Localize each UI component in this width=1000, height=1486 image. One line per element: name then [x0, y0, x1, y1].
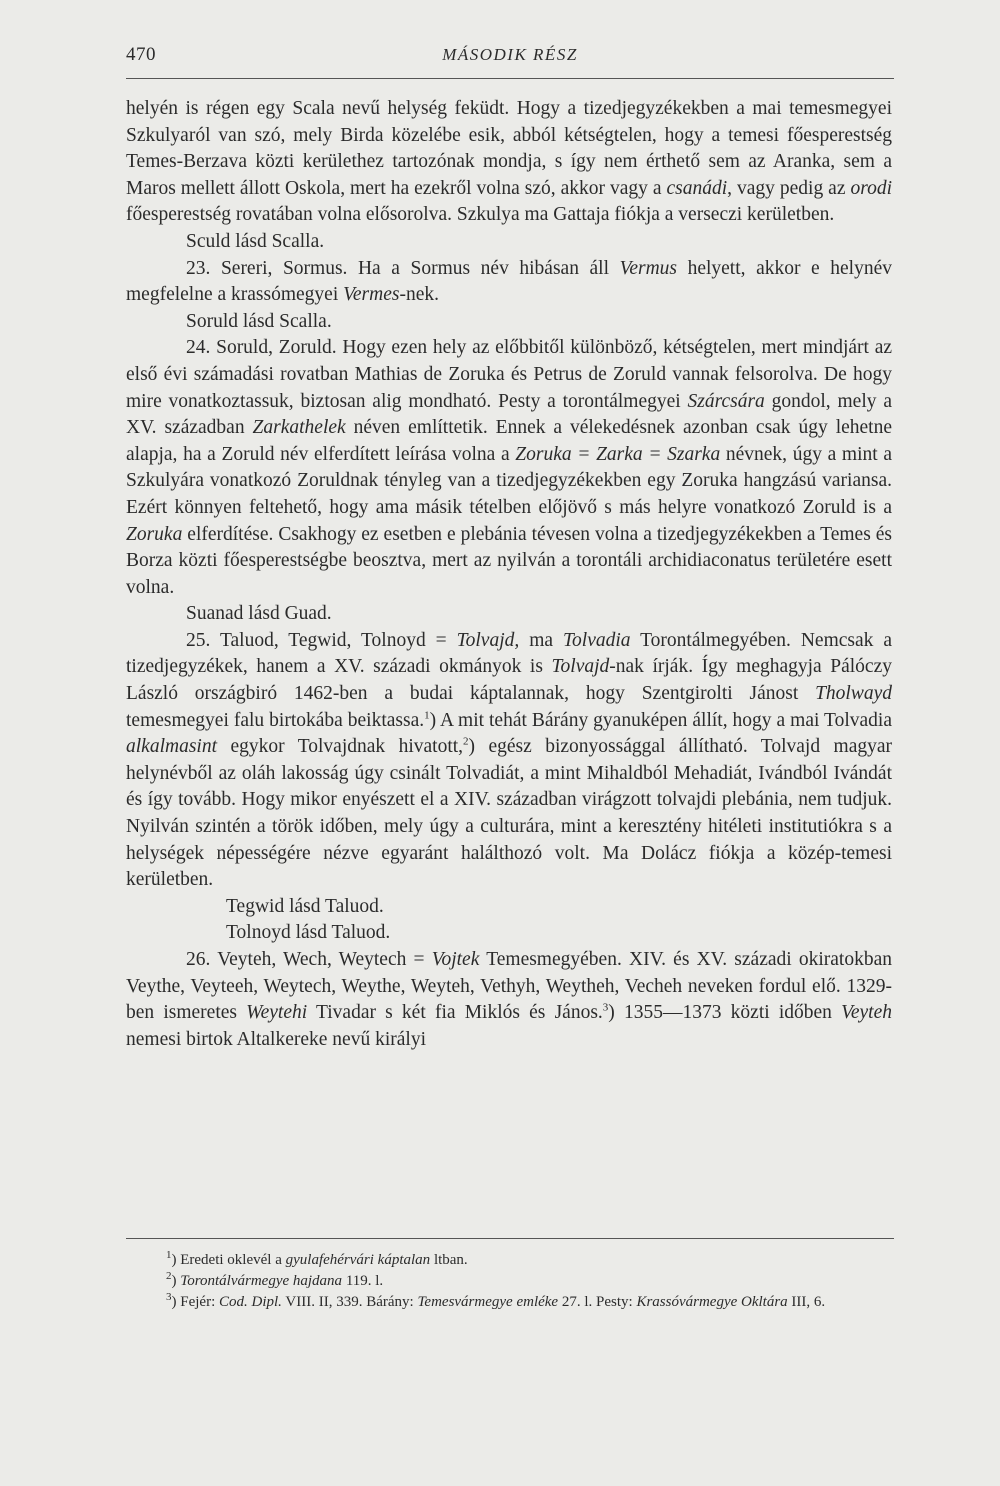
text-run: 23. Sereri, Sormus. Ha a Sormus név hibásan áll — [186, 257, 620, 279]
text-run: 25. Taluod, Tegwid, Tolnoyd = — [186, 629, 457, 651]
italic-run: Szárcsára — [687, 390, 765, 412]
text-run: 27. l. Pesty: — [558, 1294, 637, 1310]
italic-run: Tholwayd — [815, 683, 892, 705]
text-run: gondol, mely a XV. században — [126, 390, 892, 439]
text-run: egykor Tolvajdnak hivatott, — [217, 736, 464, 758]
italic-run: orodi — [850, 177, 892, 199]
text-run: , vagy pedig az — [727, 177, 851, 199]
italic-run: Torontálvármegye hajdana — [180, 1273, 343, 1289]
text-run: Soruld lásd Scalla. — [186, 310, 332, 332]
text-run: Sculd lásd Scalla. — [186, 230, 325, 252]
text-run: 26. Veyteh, Wech, Weytech = — [186, 949, 432, 970]
italic-run: Zoruka = Zarka = Szarka — [515, 443, 721, 465]
footnote-marker: 2 — [463, 735, 469, 748]
paragraph — [126, 947, 892, 1053]
running-head: MÁSODIK RÉSZ — [442, 45, 578, 64]
italic-run: Tolvajd — [551, 656, 610, 678]
text-run: ) Fejér: — [171, 1294, 219, 1310]
text-run: III, 6. — [787, 1294, 826, 1310]
text-run: Tegwid lásd Taluod. — [226, 895, 384, 917]
text-run: nemesi birtok Altalkereke nevű királyi — [126, 1028, 426, 1050]
text-run: Tolnoyd lásd Taluod. — [226, 922, 391, 944]
text-run: Temesmegyében. XIV. és XV. századi okiratokban Veythe, Veyteeh, Weytech, Weythe, Weyteh, Vethyh, Weytheh, Vecheh neveken fordul elő. 1329-ben ismeretes — [126, 949, 892, 1024]
paragraph — [126, 335, 892, 601]
italic-run: Veyteh — [841, 1002, 892, 1024]
footnote — [126, 1250, 892, 1271]
italic-run: alkalmasint — [126, 736, 217, 758]
footnote-marker: 3 — [166, 1291, 172, 1303]
text-run: -nek. — [399, 284, 439, 306]
paragraph — [126, 601, 892, 628]
italic-run: Krassóvármegye Okltára — [636, 1294, 788, 1310]
text-run: néven említtetik. Ennek a vélekedésnek azonban csak úgy lehetne alapja, ha a Zoruld név elferdített leírása volna a — [126, 417, 892, 465]
text-run: ) — [171, 1273, 181, 1289]
paragraph — [126, 628, 892, 894]
text-run: Torontálmegyében. Nemcsak a tizedjegyzékek, hanem a XV. századi okmányok is — [126, 629, 892, 678]
footnote-marker: 3 — [602, 1001, 609, 1014]
text-run: Tivadar s két fia Miklós és János. — [307, 1002, 603, 1024]
footnote-marker: 1 — [166, 1249, 172, 1261]
italic-run: csanádi — [666, 177, 728, 199]
italic-run: Zoruka — [126, 523, 183, 545]
italic-run: Vermus — [619, 257, 677, 279]
text-run: ltban. — [430, 1252, 468, 1268]
footnote — [126, 1292, 892, 1313]
paragraph — [126, 229, 892, 256]
italic-run: gyulafehérvári káptalan — [285, 1252, 431, 1268]
italic-run: Vermes — [343, 284, 400, 306]
footnote-marker: 2 — [166, 1270, 172, 1282]
text-run: helyett, akkor e helynév megfelelne a krassómegyei — [126, 257, 892, 306]
italic-run: Weytehi — [246, 1002, 308, 1024]
paragraph — [126, 256, 892, 309]
paragraph — [126, 96, 892, 229]
text-run: helyén is régen egy Scala nevű helység feküdt. Hogy a tizedjegyzékekben a mai temesmegyei Szkulyaról van szó, mely Birda közelébe esik, abból kétségtelen, hogy a temesi főesperestség Temes-Berzava közti kerülethez tartozónak mondja, s így nem érthető sem az Aranka, sem a Maros mellett állott Oskola, mert ha ezekről volna szó, akkor vagy a — [126, 98, 892, 199]
italic-run: Tolvajd, — [456, 629, 520, 651]
page-number: 470 — [126, 44, 156, 65]
text-run: ) 1355—1373 közti időben — [608, 1002, 842, 1024]
text-run: 24. Soruld, Zoruld. Hogy ezen hely az előbbitől különböző, kétségtelen, mert mindjárt az első évi számadási rovatban Mathias de Zoruka és Petrus de Zoruld vannak felsorolva. De hogy mire vonatkoztassuk, biztosan alig mondható. Pesty a torontálmegyei — [126, 337, 892, 412]
text-run: névnek, úgy a mint a Szkulyára vonatkozó Zoruldnak tényleg van a tizedjegyzékekben egy Zoruka hangzású variansa. Ezért könnyen feltehető, hogy ama másik tételben előjövő s más helyre vonatkozó Zoruld is a — [126, 443, 892, 518]
text-run: főesperestség rovatában volna elősorolva. Szkulya ma Gattaja fiókja a verseczi kerületben. — [126, 204, 835, 226]
footnote — [126, 1271, 892, 1292]
italic-run: Tolvadia — [562, 629, 631, 651]
text-run: ) Eredeti oklevél a — [171, 1252, 286, 1268]
italic-run: Vojtek — [431, 949, 480, 970]
text-run: temesmegyei falu birtokába beiktassa. — [126, 709, 425, 731]
paragraph — [126, 894, 892, 921]
header-rule — [126, 78, 894, 79]
footnotes — [126, 1250, 892, 1313]
text-run: ma — [519, 629, 563, 651]
text-run: ) A mit tehát Bárány gyanuképen állít, hogy a mai Tolvadia — [429, 709, 892, 731]
text-run: ) egész bizonyossággal állítható. Tolvajd magyar helynévből az oláh lakosság úgy csinált Tolvadiát, a mint Mihaldból Mehadiát, Ivándból Ivándát és így tovább. Hogy mikor enyészett el a XIV. században virágzott tolvajdi plebánia, nem tudjuk. Nyilván szintén a török időben, mely úgy a culturára, mint a keresztény hitéleti institutiókra s a helységek népességére nézve egyaránt halálthozó volt. Ma Dolácz fiókja a közép-temesi kerületben. — [126, 736, 892, 891]
text-run: elferdítése. Csakhogy ez esetben e plebánia tévesen volna a tizedjegyzékekben a Temes és Borza közti főesperestségbe beosztva, mert az nyilván a torontáli archidiaconatus területére esett volna. — [126, 523, 892, 598]
footnote-marker: 1 — [424, 709, 430, 722]
italic-run: Cod. Dipl. — [218, 1294, 282, 1310]
text-run: VIII. II, 339. Bárány: — [281, 1294, 418, 1310]
paragraph — [126, 309, 892, 336]
text-run: 119. l. — [342, 1273, 384, 1289]
italic-run: Temesvármegye emléke — [417, 1294, 559, 1310]
footnote-rule — [126, 1238, 894, 1239]
italic-run: Zarkathelek — [252, 417, 346, 439]
text-run: -nak írják. Így meghagyja Pálóczy László országbiró 1462-ben a budai káptalannak, hogy Szentgirolti Jánost — [126, 656, 892, 705]
page-header — [126, 44, 894, 74]
paragraph — [126, 920, 892, 947]
body-text — [126, 96, 892, 1053]
text-run: Suanad lásd Guad. — [186, 603, 332, 625]
